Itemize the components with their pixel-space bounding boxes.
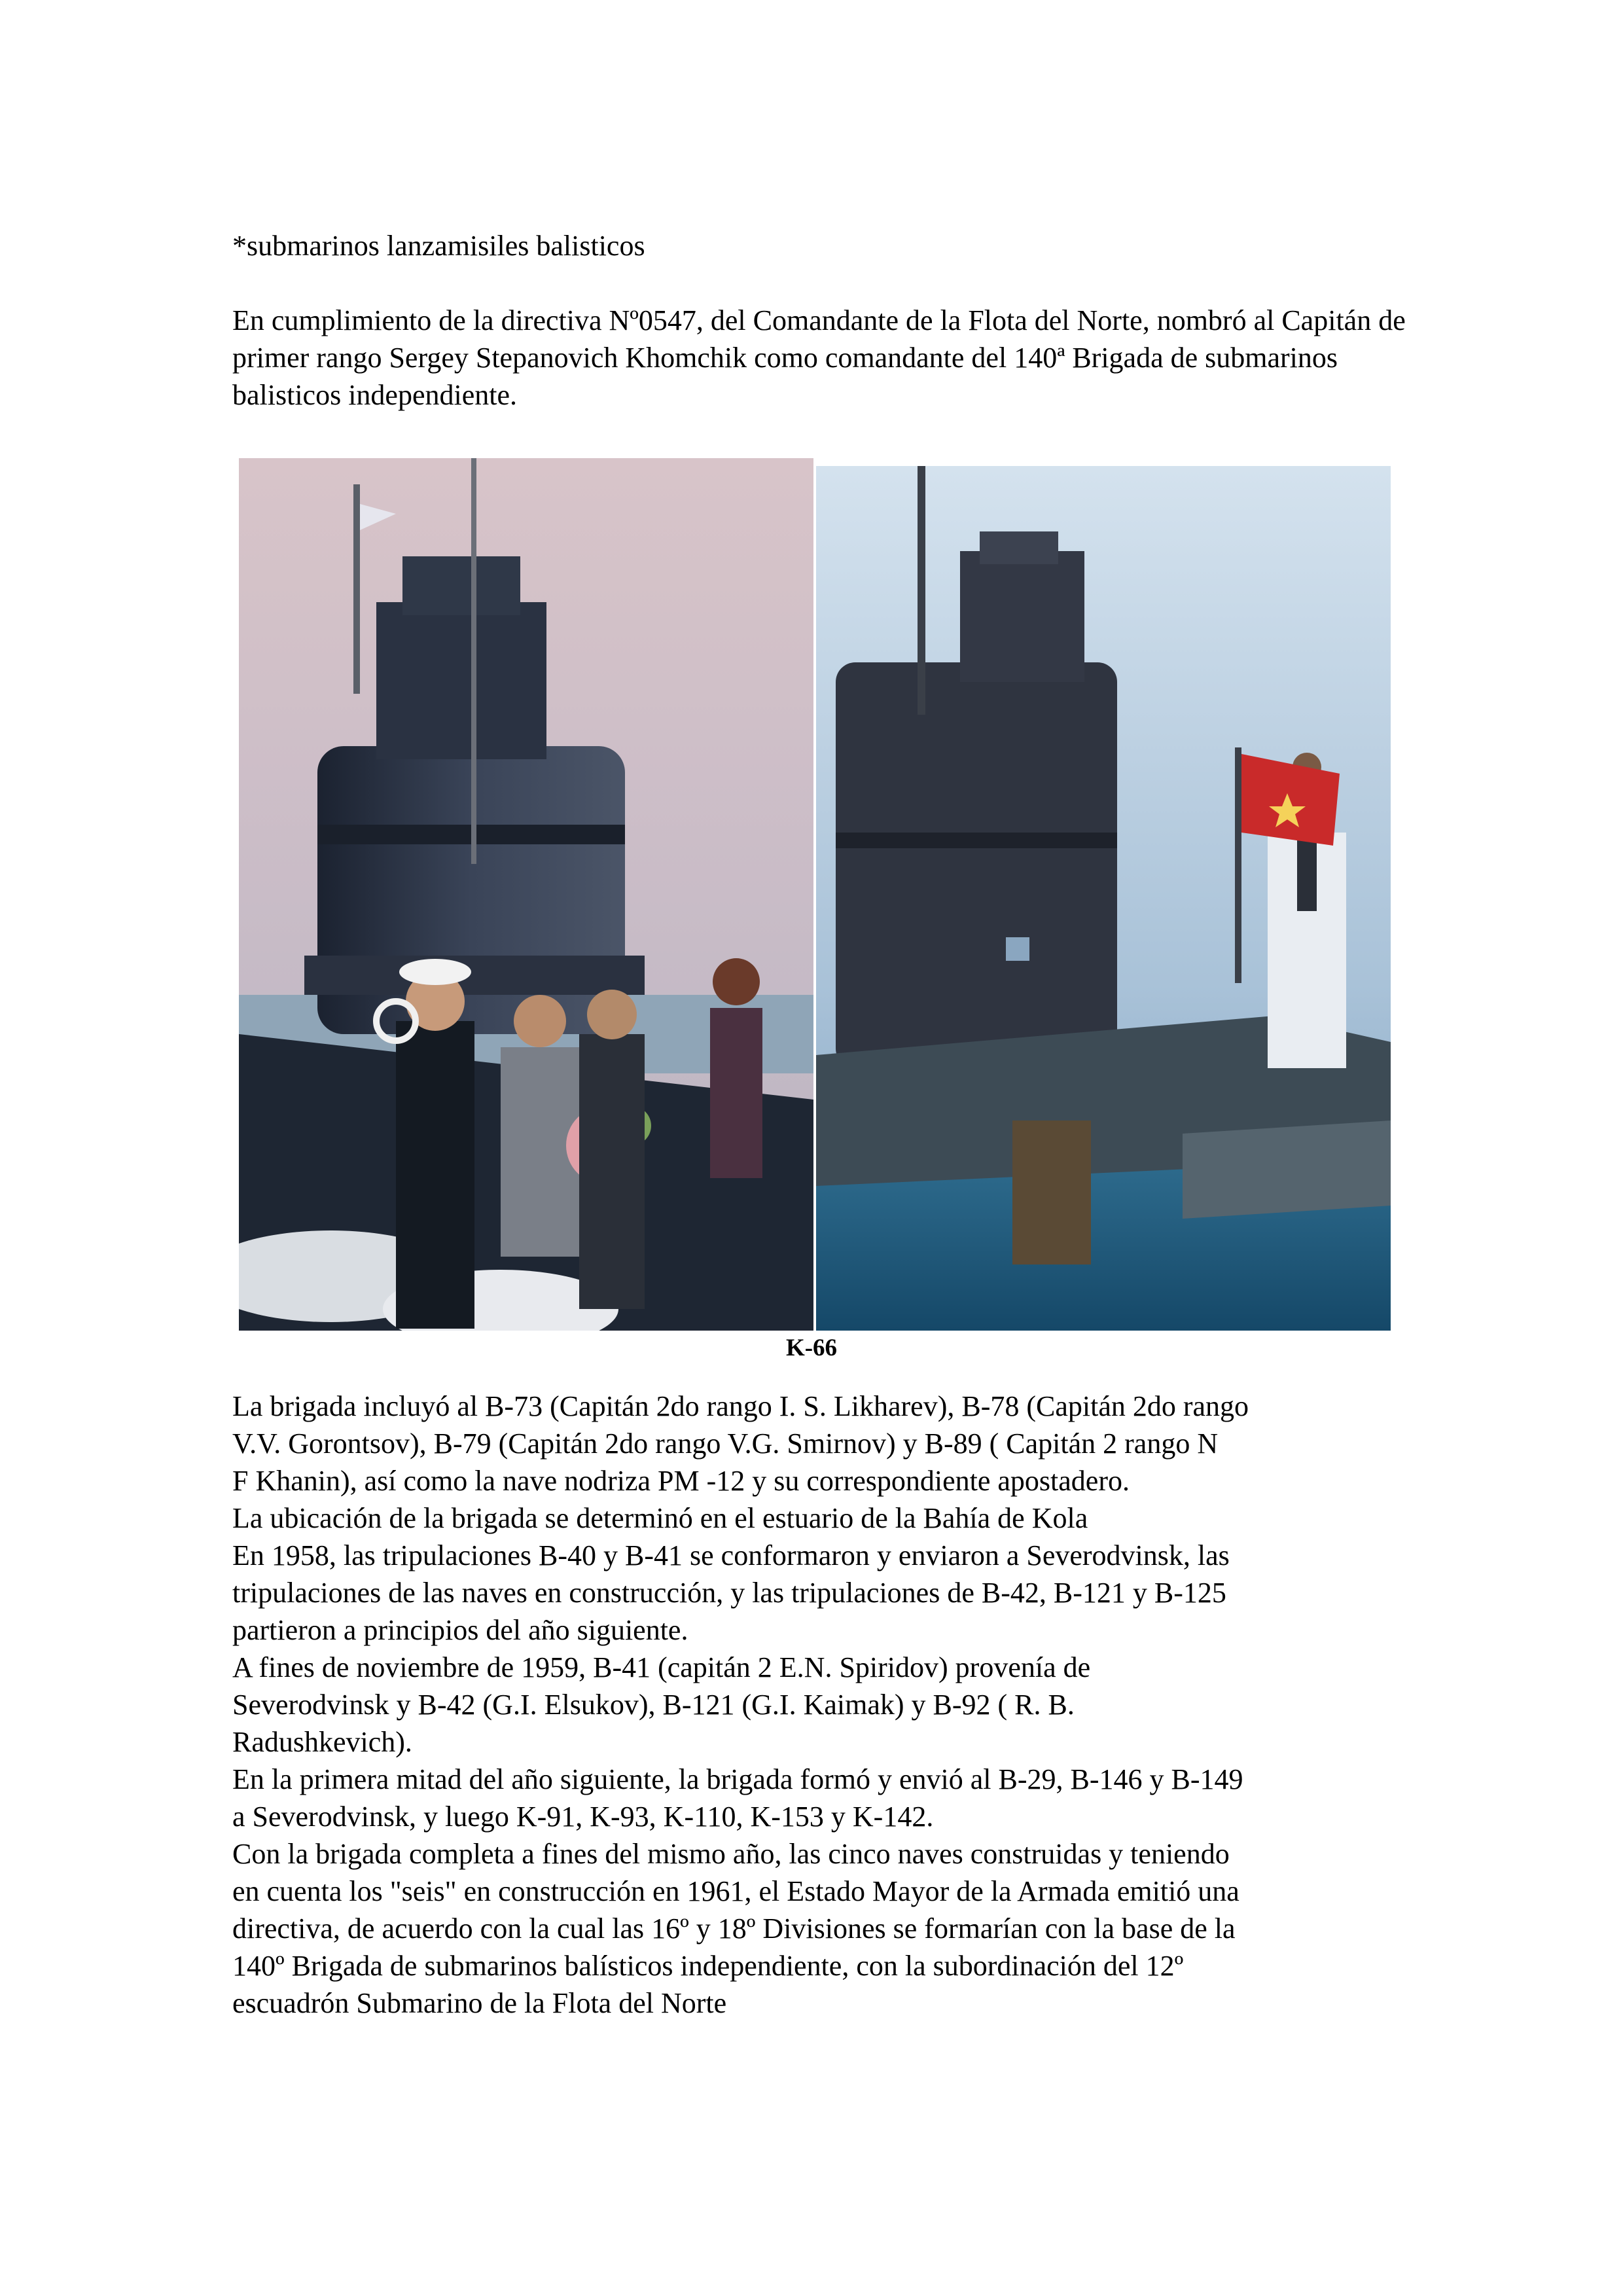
body-line: a Severodvinsk, y luego K-91, K-93, K-110, K-153 y K-142. bbox=[232, 1801, 934, 1833]
body-line: V.V. Gorontsov), B-79 (Capitán 2do rango V.G. Smirnov) y B-89 ( Capitán 2 rango N bbox=[232, 1427, 1219, 1460]
intro-paragraph bbox=[232, 302, 1410, 414]
photo-submarine-k66-image bbox=[816, 466, 1391, 1331]
body-line: en cuenta los "seis" en construcción en 1961, el Estado Mayor de la Armada emitió una bbox=[232, 1875, 1240, 1907]
body-line: escuadrón Submarino de la Flota del Norte bbox=[232, 1987, 727, 2019]
body-line: La ubicación de la brigada se determinó en el estuario de la Bahía de Kola bbox=[232, 1502, 1088, 1534]
photo-submarine-k66 bbox=[816, 466, 1391, 1331]
photo-submarine-crew bbox=[239, 458, 813, 1331]
body-text bbox=[232, 1388, 1410, 2022]
heading-text: *submarinos lanzamisiles balisticos bbox=[232, 230, 645, 262]
body-line: tripulaciones de las naves en construcción, y las tripulaciones de B-42, B-121 y B-125 bbox=[232, 1577, 1226, 1609]
photo-caption: K-66 bbox=[785, 1335, 838, 1361]
body-line: 140º Brigada de submarinos balísticos independiente, con la subordinación del 12º bbox=[232, 1950, 1184, 1982]
section-heading bbox=[232, 227, 1410, 264]
body-line: Con la brigada completa a fines del mismo año, las cinco naves construidas y teniendo bbox=[232, 1838, 1230, 1870]
body-line: partieron a principios del año siguiente. bbox=[232, 1614, 688, 1646]
body-line: La brigada incluyó al B-73 (Capitán 2do rango I. S. Likharev), B-78 (Capitán 2do rango bbox=[232, 1390, 1249, 1422]
body-line: En la primera mitad del año siguiente, la brigada formó y envió al B-29, B-146 y B-149 bbox=[232, 1763, 1243, 1795]
photo-submarine-crew-image bbox=[239, 458, 813, 1331]
body-line: A fines de noviembre de 1959, B-41 (capitán 2 E.N. Spiridov) provenía de bbox=[232, 1651, 1091, 1683]
body-line: F Khanin), así como la nave nodriza PM -12 y su correspondiente apostadero. bbox=[232, 1465, 1130, 1497]
body-line: directiva, de acuerdo con la cual las 16º y 18º Divisiones se formarían con la base de la bbox=[232, 1912, 1236, 1945]
intro-paragraph-text: En cumplimiento de la directiva Nº0547, del Comandante de la Flota del Norte, nombró al Capitán de primer rango Sergey Stepanovich Khomchik como comandante del 140ª Brigada de submarinos balisticos independiente. bbox=[232, 304, 1406, 411]
body-line: Radushkevich). bbox=[232, 1726, 412, 1758]
body-line: Severodvinsk y B-42 (G.I. Elsukov), B-121 (G.I. Kaimak) y B-92 ( R. B. bbox=[232, 1689, 1075, 1721]
body-line: En 1958, las tripulaciones B-40 y B-41 se conformaron y enviaron a Severodvinsk, las bbox=[232, 1539, 1230, 1571]
